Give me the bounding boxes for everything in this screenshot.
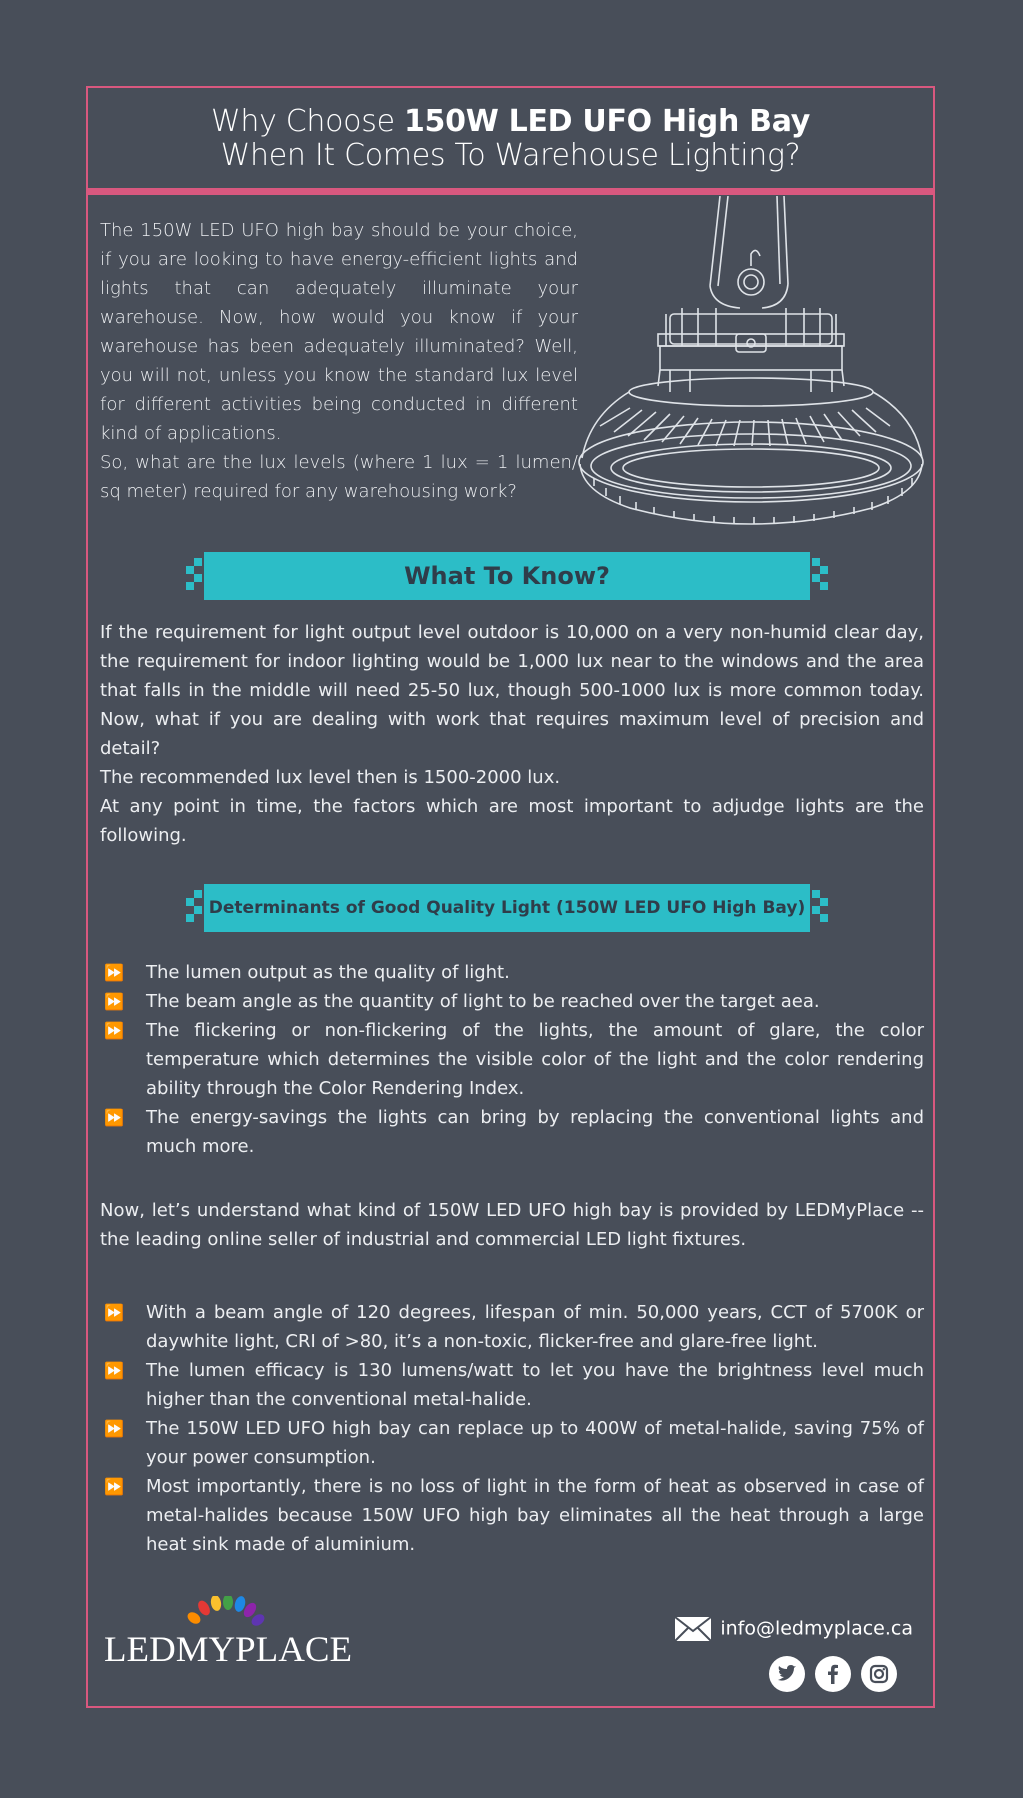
page-title bbox=[88, 88, 933, 188]
what-to-know-paragraph-3: At any point in time, the factors which are most important to adjudge lights are the following. bbox=[100, 796, 924, 846]
fast-forward-icon: ⏩ bbox=[104, 1477, 124, 1496]
list-item: ⏩ The beam angle as the quantity of light to be reached over the target aea. bbox=[100, 987, 924, 1016]
contact-email[interactable] bbox=[674, 1616, 913, 1642]
what-to-know-paragraph-1: If the requirement for light output level outdoor is 10,000 on a very non-humid clear day, the requirement for indoor lighting would be 1,000 lux near to the windows and the area that falls in the middle will need 25-50 lux, though 500-1000 lux is more common today. Now, what if you are dealing with work that requires maximum level of precision and detail? bbox=[100, 622, 924, 759]
title-bold: 150W LED UFO High Bay bbox=[403, 104, 810, 139]
what-to-know-text bbox=[100, 618, 924, 850]
determinants-list bbox=[100, 958, 924, 1161]
title-line-1 bbox=[88, 104, 933, 140]
facebook-icon[interactable] bbox=[815, 1656, 851, 1692]
fast-forward-icon: ⏩ bbox=[104, 1361, 124, 1380]
determinants-heading: Determinants of Good Quality Light (150W LED UFO High Bay) bbox=[208, 898, 806, 918]
list-item: ⏩ The lumen efficacy is 130 lumens/watt to let you have the brightness level much higher than the conventional metal-halide. bbox=[100, 1356, 924, 1414]
social-links bbox=[769, 1656, 909, 1696]
content-frame bbox=[86, 86, 935, 1708]
what-to-know-heading: What To Know? bbox=[404, 562, 610, 590]
features-list bbox=[100, 1298, 924, 1559]
ufo-high-bay-lamp-illustration bbox=[570, 196, 938, 526]
ledmyplace-logo[interactable] bbox=[104, 1596, 354, 1676]
ledmyplace-paragraph: Now, let’s understand what kind of 150W LED UFO high bay is provided by LEDMyPlace -- the leading online seller of industrial and commercial LED light fixtures. bbox=[100, 1200, 924, 1250]
title-line-2: When It Comes To Warehouse Lighting? bbox=[220, 138, 801, 173]
list-item: ⏩ The flickering or non-flickering of the lights, the amount of glare, the color temperature which determines the visible color of the light and the color rendering ability through the Color Rendering Index. bbox=[100, 1016, 924, 1103]
list-item: ⏩ The 150W LED UFO high bay can replace up to 400W of metal-halide, saving 75% of your power consumption. bbox=[100, 1414, 924, 1472]
what-to-know-paragraph-2: The recommended lux level then is 1500-2000 lux. bbox=[100, 767, 561, 788]
logo-wordmark: LEDMYPLACE bbox=[104, 1629, 352, 1669]
intro-paragraph-1: The 150W LED UFO high bay should be your choice, if you are looking to have energy-efficient lights and lights that can adequately illuminate your warehouse. Now, how would you know if your warehouse has been adequately illuminated? Well, you will not, unless you know the standard lux level for different activities being conducted in different kind of applications. bbox=[100, 220, 578, 444]
fast-forward-icon: ⏩ bbox=[104, 963, 124, 982]
title-prefix: Why Choose bbox=[211, 104, 404, 139]
intro-paragraph-2: So, what are the lux levels (where 1 lux = 1 lumen/ sq meter) required for any warehousing work? bbox=[100, 452, 578, 502]
fast-forward-icon: ⏩ bbox=[104, 992, 124, 1011]
fast-forward-icon: ⏩ bbox=[104, 1021, 124, 1040]
instagram-icon[interactable] bbox=[861, 1656, 897, 1692]
intro-text bbox=[100, 216, 578, 506]
title-divider bbox=[88, 188, 933, 195]
mail-icon bbox=[674, 1616, 712, 1642]
determinants-banner bbox=[204, 884, 810, 932]
twitter-icon[interactable] bbox=[769, 1656, 805, 1692]
fast-forward-icon: ⏩ bbox=[104, 1108, 124, 1127]
fast-forward-icon: ⏩ bbox=[104, 1303, 124, 1322]
list-item: ⏩ Most importantly, there is no loss of light in the form of heat as observed in case of metal-halides because 150W UFO high bay eliminates all the heat through a large heat sink made of aluminium. bbox=[100, 1472, 924, 1559]
list-item: ⏩ With a beam angle of 120 degrees, lifespan of min. 50,000 years, CCT of 5700K or daywhite light, CRI of >80, it’s a non-toxic, flicker-free and glare-free light. bbox=[100, 1298, 924, 1356]
ledmyplace-intro-text bbox=[100, 1196, 924, 1254]
list-item: ⏩ The energy-savings the lights can bring by replacing the conventional lights and much more. bbox=[100, 1103, 924, 1161]
list-item: ⏩ The lumen output as the quality of light. bbox=[100, 958, 924, 987]
fast-forward-icon: ⏩ bbox=[104, 1419, 124, 1438]
email-text[interactable]: info@ledmyplace.ca bbox=[720, 1617, 913, 1640]
what-to-know-banner bbox=[204, 552, 810, 600]
